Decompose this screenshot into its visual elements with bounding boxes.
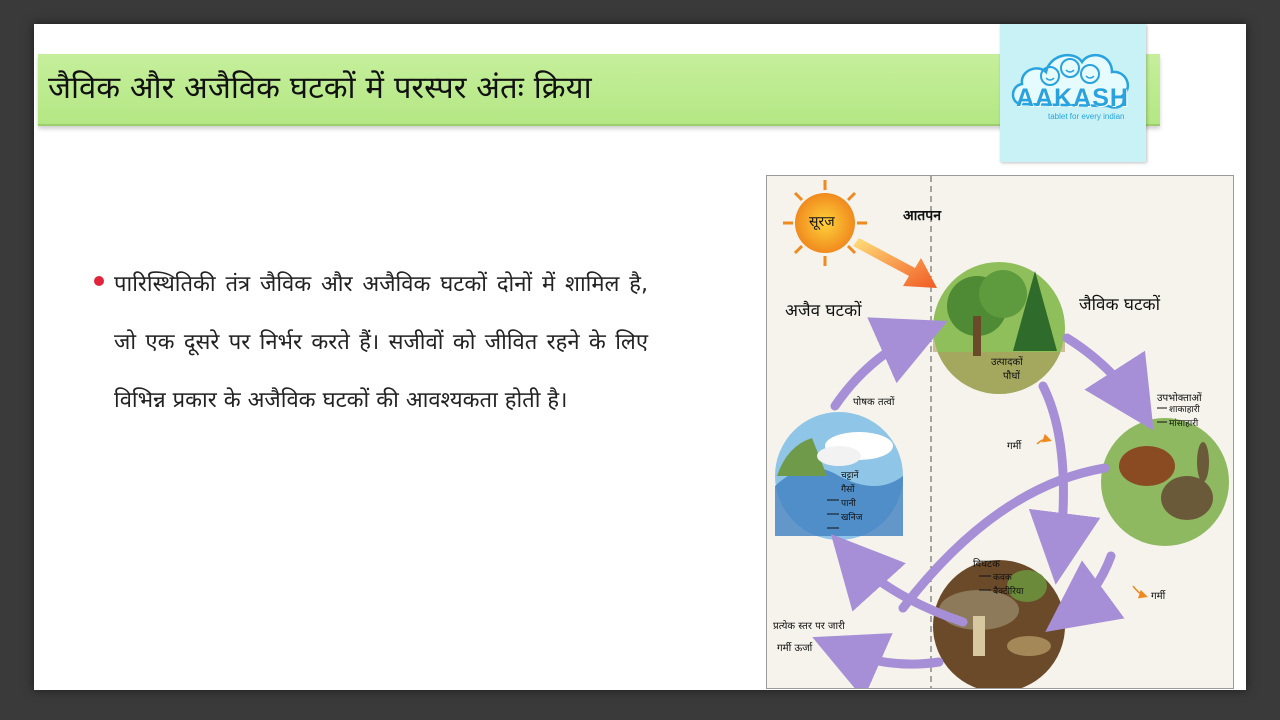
- rocks-label: चट्टानें: [841, 471, 859, 481]
- herbivores-label: शाकाहारी: [1169, 405, 1200, 415]
- fungi-label: कवक: [993, 573, 1012, 583]
- water-label: पानी: [841, 499, 856, 509]
- heat-label-middle: गर्मी: [1007, 441, 1022, 452]
- ecosystem-diagram: [766, 175, 1234, 689]
- carnivores-label: मांसाहारी: [1169, 419, 1199, 429]
- producers-image: [933, 262, 1065, 394]
- insolation-label: आतपन: [903, 208, 942, 224]
- slide: [34, 24, 1246, 690]
- arrow-consumers-to-decomposers: [1067, 556, 1111, 616]
- abiotic-image: [775, 412, 903, 540]
- heat-energy-label-1: प्रत्येक स्तर पर जारी: [773, 621, 845, 632]
- arrow-heat-energy: [837, 648, 939, 664]
- sun-label: सूरज: [809, 214, 835, 230]
- heat-label-right: गर्मी: [1151, 591, 1166, 602]
- heat-energy-label-2: गर्मी ऊर्जा: [777, 643, 813, 654]
- nutrients-label: पोषक तत्वों: [853, 397, 895, 408]
- producers-label: उत्पादकों: [991, 357, 1023, 368]
- bacteria-label: बैक्टीरिया: [993, 587, 1024, 597]
- aakash-logo: [1000, 24, 1146, 162]
- biotic-label: जैविक घटकों: [1079, 295, 1161, 315]
- plants-label: पौधों: [1003, 371, 1021, 382]
- consumers-image: [1101, 418, 1229, 546]
- consumers-label: उपभोक्ताओं: [1157, 393, 1202, 404]
- title-bar: [38, 54, 1160, 126]
- logo-tagline: tablet for every indian: [1048, 112, 1125, 121]
- minerals-label: खनिज: [841, 513, 863, 523]
- arrow-producers-to-decomposers: [1043, 386, 1063, 558]
- gases-label: गैसों: [841, 485, 855, 495]
- arrow-producers-to-consumers: [1067, 338, 1139, 408]
- decomposers-label: विघटक: [973, 559, 1000, 570]
- bullet-text: पारिस्थितिकी तंत्र जैविक और अजैविक घटकों दोनों में शामिल है, जो एक दूसरे पर निर्भर करते हैं। सजीवों को जीवित रहने के लिए विभिन्न प्रकार के अजैविक घटकों की आवश्यकता होती है।: [114, 272, 648, 413]
- insolation-arrow: [853, 238, 937, 288]
- heat-icon: [1037, 440, 1049, 445]
- slide-title: जैविक और अजैविक घटकों में परस्पर अंतः क्रिया: [48, 70, 592, 106]
- diagram-graphics: [767, 176, 1233, 688]
- logo-text: AAKASH: [1016, 84, 1129, 112]
- abiotic-label: अजैव घटकों: [785, 301, 862, 321]
- heat-icon: [1133, 586, 1145, 596]
- bullet-icon: [94, 276, 104, 286]
